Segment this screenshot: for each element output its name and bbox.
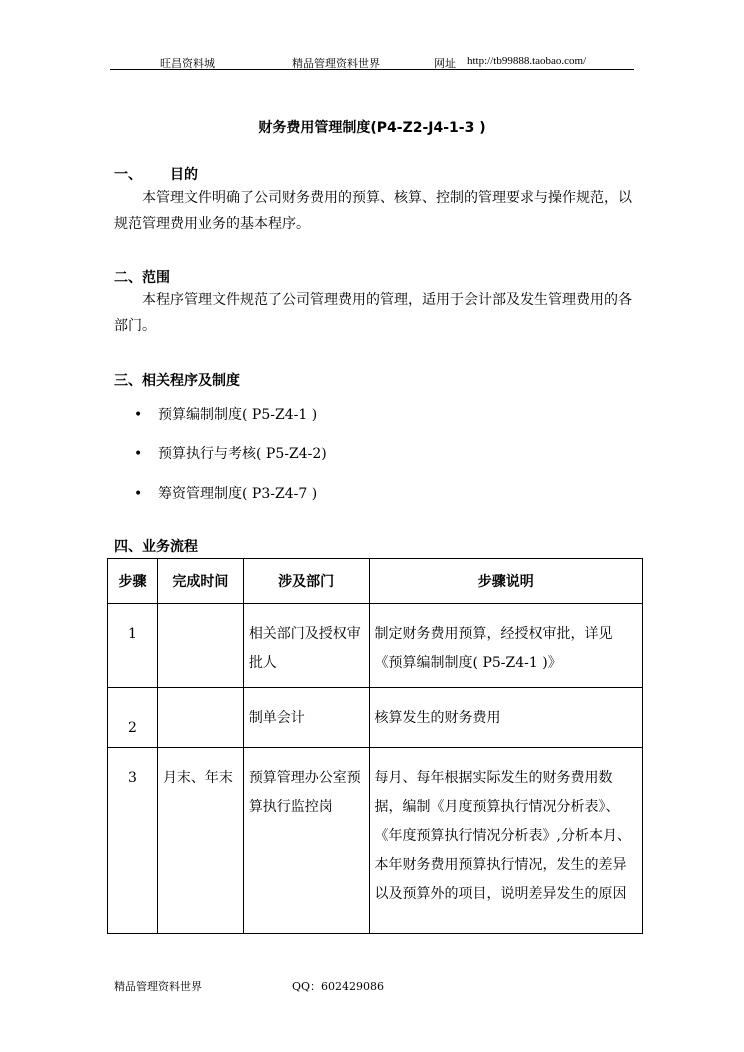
section-4-heading [114,536,198,556]
section-3-title: 相关程序及制度 [142,373,240,389]
section-2-title: 范围 [142,270,170,286]
desc-cell: 每月、每年根据实际发生的财务费用数据，编制《月度预算执行情况分析表》、《年度预算执行情况分析表》,分析本月、本年财务费用预算执行情况，发生的差异以及预算外的项目，说明差异发生的原因 [369,748,642,934]
table-row [108,748,643,934]
col-header-desc: 步骤说明 [369,559,642,604]
step-cell: 2 [108,688,158,748]
dept-cell: 相关部门及授权审批人 [243,604,369,688]
step-cell: 1 [108,604,158,688]
list-item: • 预算执行与考核( P5-Z4-2) [134,446,327,462]
list-item: • 预算编制制度( P5-Z4-1 ) [134,407,318,423]
table-row [108,604,643,688]
section-2-body: 本程序管理文件规范了公司管理费用的管理，适用于会计部及发生管理费用的各部门。 [114,292,632,334]
header-url-label: 网址 [434,57,456,70]
header-left: 旺昌资料城 [160,57,215,70]
section-4-number: 四、 [114,539,142,555]
section-3-number: 三、 [114,373,142,389]
header-url[interactable]: http://tb99888.taobao.com/ [467,55,587,67]
bullet-icon: • [134,446,143,462]
desc-cell: 制定财务费用预算，经授权审批，详见《预算编制制度( P5-Z4-1 )》 [369,604,642,688]
footer-qq: QQ：602429086 [292,980,385,993]
header-divider [110,69,634,70]
section-4-title: 业务流程 [142,539,198,555]
section-1-body: 本管理文件明确了公司财务费用的预算、核算、控制的管理要求与操作规范，以规范管理费用业务的基本程序。 [114,190,632,232]
table-header-row [108,559,643,604]
bullet-icon: • [134,407,143,423]
dept-cell: 制单会计 [243,688,369,748]
bullet-icon: • [134,486,143,502]
section-1-title: 目的 [170,167,198,183]
header-center: 精品管理资料世界 [292,57,380,70]
col-header-dept: 涉及部门 [243,559,369,604]
section-2-number: 二、 [114,270,142,286]
dept-cell: 预算管理办公室预算执行监控岗 [243,748,369,934]
document-title: 财务费用管理制度(P4-Z2-J4-1-3 ) [258,120,486,136]
footer-left: 精品管理资料世界 [114,980,202,993]
time-cell [157,688,243,748]
desc-cell: 核算发生的财务费用 [369,688,642,748]
list-item: • 筹资管理制度( P3-Z4-7 ) [134,486,318,502]
col-header-step: 步骤 [108,559,158,604]
section-1-number: 一、 [114,167,142,183]
col-header-time: 完成时间 [157,559,243,604]
table-row [108,688,643,748]
section-1-heading [114,164,198,184]
process-table [107,558,643,934]
time-cell: 月末、年末 [157,748,243,934]
section-3-heading [114,370,240,390]
section-2-heading [114,267,170,287]
time-cell [157,604,243,688]
step-cell: 3 [108,748,158,934]
